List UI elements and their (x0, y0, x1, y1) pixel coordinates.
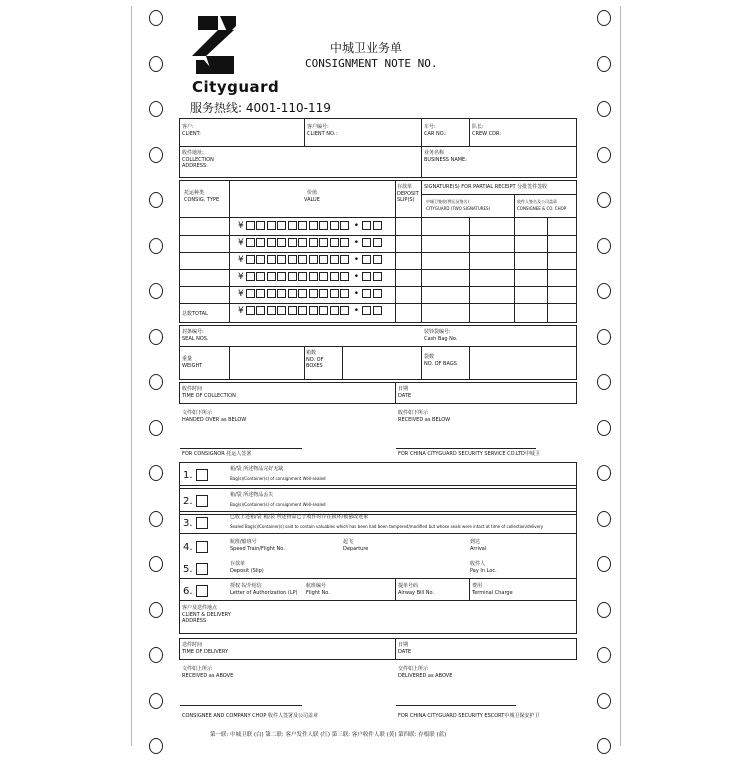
cityguard-sign-label: FOR CHINA CITYGUARD SECURITY SERVICE CO.LTD中城卫 (398, 451, 540, 457)
checklist-en: Bag(s)/Container(s) of consignment Well-sealed (230, 476, 326, 481)
sig-cityguard-label: 中城卫签收(押运员签名) CITYGUARD (TWO SIGNATURES) (426, 199, 491, 211)
tractor-hole (597, 10, 611, 26)
tractor-hole (149, 511, 163, 527)
car-no-label: 车号: CAR NO.: (424, 124, 447, 137)
consignee-chop-label: CONSIGNEE AND COMPANY CHOP 收件人签署及公司盖章 (182, 713, 318, 719)
tractor-hole (597, 283, 611, 299)
checklist-number: 2. (183, 496, 193, 507)
digit-box[interactable] (330, 306, 339, 315)
digit-box[interactable] (373, 272, 382, 281)
checklist-checkbox[interactable] (196, 495, 208, 507)
digit-box[interactable] (277, 255, 286, 264)
checklist-number: 5. (183, 564, 193, 575)
digit-box[interactable] (319, 306, 328, 315)
row5-b: 收件人 Pay In Loc. (470, 561, 497, 574)
digit-box[interactable] (298, 238, 307, 247)
digit-box[interactable] (340, 306, 349, 315)
digit-box[interactable] (298, 306, 307, 315)
checklist-cn: 箱/袋 所述物品丢失 (230, 492, 274, 498)
value-label: 价值 VALUE (304, 190, 320, 203)
checklist-number: 4. (183, 542, 193, 553)
decimal-point: • (353, 221, 360, 231)
digit-box[interactable] (362, 272, 371, 281)
weight-label: 重量 WEIGHT (182, 356, 203, 369)
received-above-label: 文件如上所示 RECEIVED as ABOVE (182, 666, 234, 679)
row6-d: 费用 Terminal Charge (472, 583, 513, 596)
checklist-number: 1. (183, 470, 193, 481)
digit-box[interactable] (373, 255, 382, 264)
currency-symbol: ¥ (238, 306, 244, 316)
checklist-checkbox[interactable] (196, 469, 208, 481)
decimal-point: • (353, 306, 360, 316)
tractor-hole (149, 56, 163, 72)
digit-box[interactable] (256, 272, 265, 281)
tractor-hole (597, 101, 611, 117)
digit-box[interactable] (319, 272, 328, 281)
checklist-number: 6. (183, 586, 193, 597)
tractor-hole (149, 238, 163, 254)
seal-box (179, 325, 577, 380)
tractor-hole (149, 556, 163, 572)
tractor-hole (149, 283, 163, 299)
tractor-hole (597, 647, 611, 663)
digit-box[interactable] (277, 306, 286, 315)
right-tractor-holes (597, 10, 613, 784)
brand-name: Cityguard (192, 78, 280, 96)
bags-label: 袋数 NO. OF BAGS (424, 354, 457, 367)
tractor-hole (149, 693, 163, 709)
checklist-checkbox[interactable] (196, 563, 208, 575)
total-label: 总数TOTAL (182, 311, 208, 317)
tractor-hole (597, 693, 611, 709)
digit-box[interactable] (298, 255, 307, 264)
tractor-hole (597, 329, 611, 345)
checklist-en: Bag(s)/Container(s) of consignment Well-sealed (230, 502, 326, 507)
digit-box[interactable] (288, 221, 297, 230)
tractor-hole (597, 238, 611, 254)
digit-box[interactable] (309, 255, 318, 264)
digit-box[interactable] (256, 289, 265, 298)
row6-b: 航班编号 Flight No. (306, 583, 330, 596)
digit-box[interactable] (373, 306, 382, 315)
consignor-sign-label: FOR CONSIGNOR 托运人签署 (182, 451, 252, 457)
collection-date-label: 日期 DATE (398, 386, 412, 399)
cash-bag-label: 装钞袋编号: Cash Bag No. (424, 329, 458, 342)
digit-box[interactable] (288, 255, 297, 264)
client-label: 客户: CLIENT: (182, 124, 201, 137)
tractor-hole (597, 511, 611, 527)
value-digit-row[interactable] (238, 221, 383, 231)
currency-symbol: ¥ (238, 238, 244, 248)
checklist-checkbox[interactable] (196, 517, 208, 529)
digit-box[interactable] (319, 238, 328, 247)
tractor-hole (149, 738, 163, 754)
digit-box[interactable] (319, 221, 328, 230)
tractor-hole (149, 420, 163, 436)
currency-symbol: ¥ (238, 255, 244, 265)
value-digit-row[interactable] (238, 306, 383, 316)
tractor-hole (597, 192, 611, 208)
signature-partial-label: SIGNATURE(S) FOR PARTIAL RECEIPT 分批签件签收 (424, 184, 548, 190)
crew-label: 队长: CREW CDR: (472, 124, 502, 137)
decimal-point: • (353, 238, 360, 248)
digit-box[interactable] (309, 221, 318, 230)
row5-a: 存款单 Deposit (Slip) (230, 561, 264, 574)
tractor-hole (597, 738, 611, 754)
sig-consignee-label: 收件人签名及公司盖章 CONSIGNEE & CO. CHOP (517, 199, 567, 211)
digit-box[interactable] (340, 221, 349, 230)
title-cn: 中城卫业务单 (330, 41, 403, 55)
digit-box[interactable] (288, 238, 297, 247)
time-of-collection-label: 收件时间 TIME OF COLLECTION (182, 386, 236, 399)
digit-box[interactable] (277, 289, 286, 298)
digit-box[interactable] (340, 272, 349, 281)
client-box (179, 118, 577, 178)
tractor-hole (597, 56, 611, 72)
digit-box[interactable] (340, 255, 349, 264)
digit-box[interactable] (340, 289, 349, 298)
value-digit-row[interactable] (238, 238, 383, 248)
tractor-hole (149, 374, 163, 390)
digit-box[interactable] (288, 289, 297, 298)
checklist-cn: 箱/袋 所述物品完好无缺 (230, 466, 284, 472)
digit-box[interactable] (277, 238, 286, 247)
tractor-hole (597, 602, 611, 618)
digit-box[interactable] (256, 306, 265, 315)
digit-box[interactable] (267, 289, 276, 298)
title-en: CONSIGNMENT NOTE NO. (305, 57, 438, 70)
value-digit-row[interactable] (238, 272, 383, 282)
currency-symbol: ¥ (238, 289, 244, 299)
left-tractor-holes (149, 10, 165, 784)
checklist-en: Sealed Bag(s)/Container(s) said to contain valuables which has been had been tampered/modified but whose seals were intact at time of collection/delivery (230, 524, 544, 529)
digit-box[interactable] (256, 238, 265, 247)
currency-symbol: ¥ (238, 272, 244, 282)
delivery-date-label: 日期 DATE (398, 642, 412, 655)
checklist-cn: 已收上述箱/袋 箱/袋 所述物品已于收件时存在损坏/被篡改迹象 (230, 514, 369, 520)
delivery-address-label: 客户及送件地点 CLIENT & DELIVERY ADDRESS (182, 605, 231, 624)
copy-distribution-footer: 第一联: 中城卫联 (白) 第二联: 客户发件人联 (红) 第三联: 客户收件人联 (黄) 第四联: 存根联 (蓝) (210, 732, 447, 738)
time-of-delivery-label: 送件时间 TIME OF DELIVERY (182, 642, 229, 655)
row6-a: 授权书/介绍信 Letter of Authorization (LP) (230, 583, 298, 596)
digit-box[interactable] (267, 306, 276, 315)
decimal-point: • (353, 255, 360, 265)
service-hotline: 服务热线: 4001-110-119 (190, 101, 331, 115)
digit-box[interactable] (309, 306, 318, 315)
checklist-checkbox[interactable] (196, 585, 208, 597)
consig-type-label: 托运种类 CONSIG. TYPE (184, 190, 220, 203)
digit-box[interactable] (330, 221, 339, 230)
digit-box[interactable] (373, 221, 382, 230)
digit-box[interactable] (319, 255, 328, 264)
seal-nos-label: 封条编号: SEAL NOS. (182, 329, 209, 342)
tractor-hole (149, 101, 163, 117)
boxes-label: 箱数 NO. OF BOXES (306, 350, 324, 369)
digit-box[interactable] (246, 255, 255, 264)
received-below-label: 收件如下所示 RECEIVED as BELOW (398, 410, 451, 423)
business-name-label: 业务名称 BUSINESS NAME: (424, 150, 467, 163)
digit-box[interactable] (340, 238, 349, 247)
digit-box[interactable] (298, 272, 307, 281)
row4-c: 到达 Arrival (470, 539, 487, 552)
value-digit-row[interactable] (238, 289, 383, 299)
digit-box[interactable] (288, 306, 297, 315)
digit-box[interactable] (298, 221, 307, 230)
tractor-hole (149, 147, 163, 163)
digit-box[interactable] (246, 306, 255, 315)
row6-c: 提单号码 Airway Bill No. (398, 583, 435, 596)
digit-box[interactable] (362, 306, 371, 315)
digit-box[interactable] (256, 255, 265, 264)
delivered-above-label: 交件如上所示 DELIVERED as ABOVE (398, 666, 453, 679)
digit-box[interactable] (288, 272, 297, 281)
tractor-hole (149, 192, 163, 208)
digit-box[interactable] (362, 289, 371, 298)
tractor-hole (149, 329, 163, 345)
digit-box[interactable] (362, 255, 371, 264)
tractor-hole (597, 556, 611, 572)
currency-symbol: ¥ (238, 221, 244, 231)
value-digit-row[interactable] (238, 255, 383, 265)
digit-box[interactable] (256, 221, 265, 230)
digit-box[interactable] (362, 221, 371, 230)
tractor-hole (149, 602, 163, 618)
digit-box[interactable] (277, 221, 286, 230)
digit-box[interactable] (330, 238, 339, 247)
tractor-hole (597, 147, 611, 163)
row4-b: 起飞 Departure (343, 539, 369, 552)
checklist-checkbox[interactable] (196, 541, 208, 553)
cityguard-escort-label: FOR CHINA CITYGUARD SECURITY ESCORT中城卫保安护卫 (398, 713, 540, 719)
decimal-point: • (353, 272, 360, 282)
digit-box[interactable] (246, 238, 255, 247)
client-no-label: 客户编号: CLIENT NO.: (307, 124, 338, 137)
digit-box[interactable] (330, 255, 339, 264)
tractor-hole (597, 420, 611, 436)
tractor-hole (597, 465, 611, 481)
tractor-hole (597, 374, 611, 390)
deposit-slip-label: 存款单 DEPOSIT SLIP(S) (397, 184, 419, 203)
digit-box[interactable] (319, 289, 328, 298)
checklist-number: 3. (183, 518, 193, 529)
digit-box[interactable] (267, 221, 276, 230)
digit-box[interactable] (373, 238, 382, 247)
digit-box[interactable] (267, 272, 276, 281)
collection-time-box (179, 382, 577, 404)
digit-box[interactable] (246, 272, 255, 281)
digit-box[interactable] (298, 289, 307, 298)
digit-box[interactable] (309, 289, 318, 298)
tractor-hole (149, 10, 163, 26)
delivery-time-box (179, 638, 577, 660)
digit-box[interactable] (362, 238, 371, 247)
digit-box[interactable] (277, 272, 286, 281)
tractor-hole (149, 647, 163, 663)
digit-box[interactable] (267, 238, 276, 247)
row4-a: 航班/船班号 Speed Train/Flight No. (230, 539, 285, 552)
digit-box[interactable] (246, 221, 255, 230)
digit-box[interactable] (309, 272, 318, 281)
cityguard-logo-icon (192, 16, 262, 78)
handed-over-label: 文件如下所示 HANDED OVER as BELOW (182, 410, 247, 423)
digit-box[interactable] (330, 289, 339, 298)
decimal-point: • (353, 289, 360, 299)
digit-box[interactable] (309, 238, 318, 247)
tractor-hole (149, 465, 163, 481)
digit-box[interactable] (373, 289, 382, 298)
collection-address-label: 收件地址: COLLECTION ADDRESS: (182, 150, 214, 169)
digit-box[interactable] (330, 272, 339, 281)
digit-box[interactable] (246, 289, 255, 298)
digit-box[interactable] (267, 255, 276, 264)
